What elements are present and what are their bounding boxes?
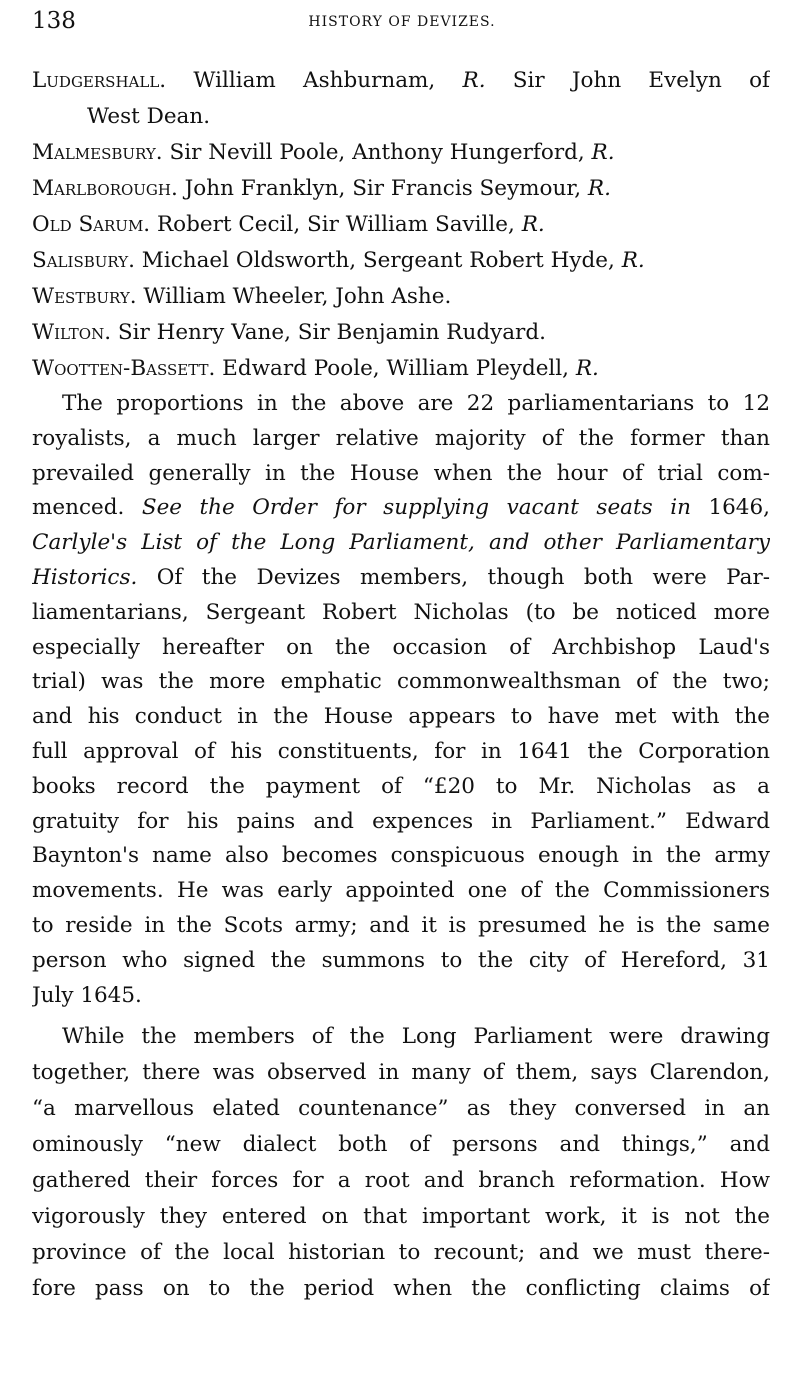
royalist-mark: R. <box>575 356 599 381</box>
text-run: menced. <box>32 495 142 521</box>
text-line <box>32 387 770 422</box>
member-names: William Wheeler, John Ashe. <box>136 284 452 309</box>
member-names: Sir Nevill Poole, Anthony Hungerford, <box>162 140 592 165</box>
constituency-name: Wilton. <box>32 320 112 345</box>
constituency-entry <box>32 135 770 171</box>
text-line <box>32 874 770 909</box>
text-line <box>32 805 770 840</box>
text-run: Baynton's name also becomes conspicuous enough in the army <box>32 843 770 869</box>
text-line <box>32 1163 770 1199</box>
royalist-mark: R. <box>587 176 611 201</box>
paragraph <box>32 1019 770 1307</box>
text-run: 1646, <box>690 495 770 521</box>
text-run: especially hereafter on the occasion of Archbishop Laud's <box>32 634 770 660</box>
text-run: Of the Devizes members, though both were Par- <box>137 564 770 590</box>
text-line <box>32 944 770 979</box>
text-line <box>32 665 770 700</box>
text-run: ominously “new dialect both of persons and things,” and <box>32 1132 770 1158</box>
member-names: Sir John Evelyn of <box>485 68 770 93</box>
text-line <box>32 1199 770 1235</box>
text-line <box>32 700 770 735</box>
text-run: books record the payment of “£20 to Mr. Nicholas as a <box>32 773 770 799</box>
text-run: trial) was the more emphatic commonwealthsman of the two; <box>32 669 770 695</box>
page-header <box>32 8 772 38</box>
text-run: province of the local historian to recount; and we must there- <box>32 1240 770 1266</box>
member-names: Sir Henry Vane, Sir Benjamin Rudyard. <box>111 320 546 345</box>
text-run: The proportions in the above are 22 parliamentarians to 12 <box>62 391 770 416</box>
constituency-name: Salisbury. <box>32 248 135 273</box>
text-line <box>32 1055 770 1091</box>
text-line <box>32 596 770 631</box>
text-run: movements. He was early appointed one of the Commissioners <box>32 878 770 904</box>
text-run: person who signed the summons to the city of Hereford, 31 <box>32 947 770 973</box>
page-number: 138 <box>32 8 76 34</box>
royalist-mark: R. <box>591 140 615 165</box>
text-line <box>32 491 770 526</box>
constituency-name: Marlborough. <box>32 176 178 201</box>
text-line <box>32 1091 770 1127</box>
text-line <box>32 770 770 805</box>
page-body <box>32 63 770 1307</box>
italic-citation: Historics. <box>32 564 138 590</box>
text-line <box>32 1235 770 1271</box>
constituency-entry <box>32 63 770 99</box>
constituency-entry <box>32 171 770 207</box>
constituency-entry <box>32 207 770 243</box>
running-title: HISTORY OF DEVIZES. <box>308 14 496 30</box>
text-run: gratuity for his pains and expences in Parliament.” Edward <box>32 808 770 834</box>
body-text <box>32 387 770 1307</box>
text-line <box>32 1271 770 1307</box>
member-names: West Dean. <box>87 104 211 129</box>
text-line <box>32 735 770 770</box>
text-line <box>32 526 770 561</box>
constituency-name: Old Sarum. <box>32 212 151 237</box>
text-line <box>32 561 770 596</box>
member-names: Robert Cecil, Sir William Saville, <box>150 212 522 237</box>
text-line <box>32 631 770 666</box>
text-run: “a marvellous elated countenance” as they conversed in an <box>32 1096 770 1122</box>
constituency-entry <box>32 351 770 387</box>
text-line <box>32 839 770 874</box>
text-run: vigorously they entered on that important work, it is not the <box>32 1204 770 1230</box>
text-run: July 1645. <box>32 982 142 1008</box>
text-line <box>32 422 770 457</box>
constituency-entry-continuation <box>32 99 770 135</box>
constituency-entry <box>32 279 770 315</box>
italic-citation: Carlyle's List of the Long Parliament, and other Parliamentary <box>32 530 770 556</box>
royalist-mark: R. <box>462 68 486 93</box>
text-line <box>32 1127 770 1163</box>
text-run: prevailed generally in the House when the hour of trial com- <box>32 460 770 486</box>
text-run: fore pass on to the period when the conflicting claims of <box>32 1276 770 1302</box>
constituency-name: Wootten-Bassett. <box>32 356 216 381</box>
text-line <box>32 1019 770 1055</box>
constituency-name: Ludgershall. <box>32 68 167 93</box>
text-run: to reside in the Scots army; and it is presumed he is the same <box>32 912 770 938</box>
text-run: gathered their forces for a root and branch reformation. How <box>32 1168 770 1194</box>
member-names: John Franklyn, Sir Francis Seymour, <box>177 176 588 201</box>
member-names: Edward Poole, William Pleydell, <box>215 356 576 381</box>
member-list <box>32 63 770 387</box>
italic-citation: See the Order for supplying vacant seats in <box>141 495 691 521</box>
text-run: full approval of his constituents, for in 1641 the Corporation <box>32 738 770 764</box>
paragraph <box>32 387 770 1013</box>
royalist-mark: R. <box>521 212 545 237</box>
constituency-entry <box>32 243 770 279</box>
text-run: together, there was observed in many of them, says Clarendon, <box>32 1060 770 1086</box>
member-names: Michael Oldsworth, Sergeant Robert Hyde, <box>134 248 622 273</box>
royalist-mark: R. <box>621 248 645 273</box>
constituency-name: Westbury. <box>32 284 137 309</box>
constituency-entry <box>32 315 770 351</box>
text-run: While the members of the Long Parliament were drawing <box>62 1024 770 1050</box>
member-names: William Ashburnam, <box>166 68 463 93</box>
constituency-name: Malmesbury. <box>32 140 163 165</box>
text-run: liamentarians, Sergeant Robert Nicholas (to be noticed more <box>32 599 770 625</box>
text-run: royalists, a much larger relative majority of the former than <box>32 425 770 451</box>
text-line <box>32 979 770 1014</box>
text-line <box>32 457 770 492</box>
text-run: and his conduct in the House appears to have met with the <box>32 704 770 730</box>
text-line <box>32 909 770 944</box>
